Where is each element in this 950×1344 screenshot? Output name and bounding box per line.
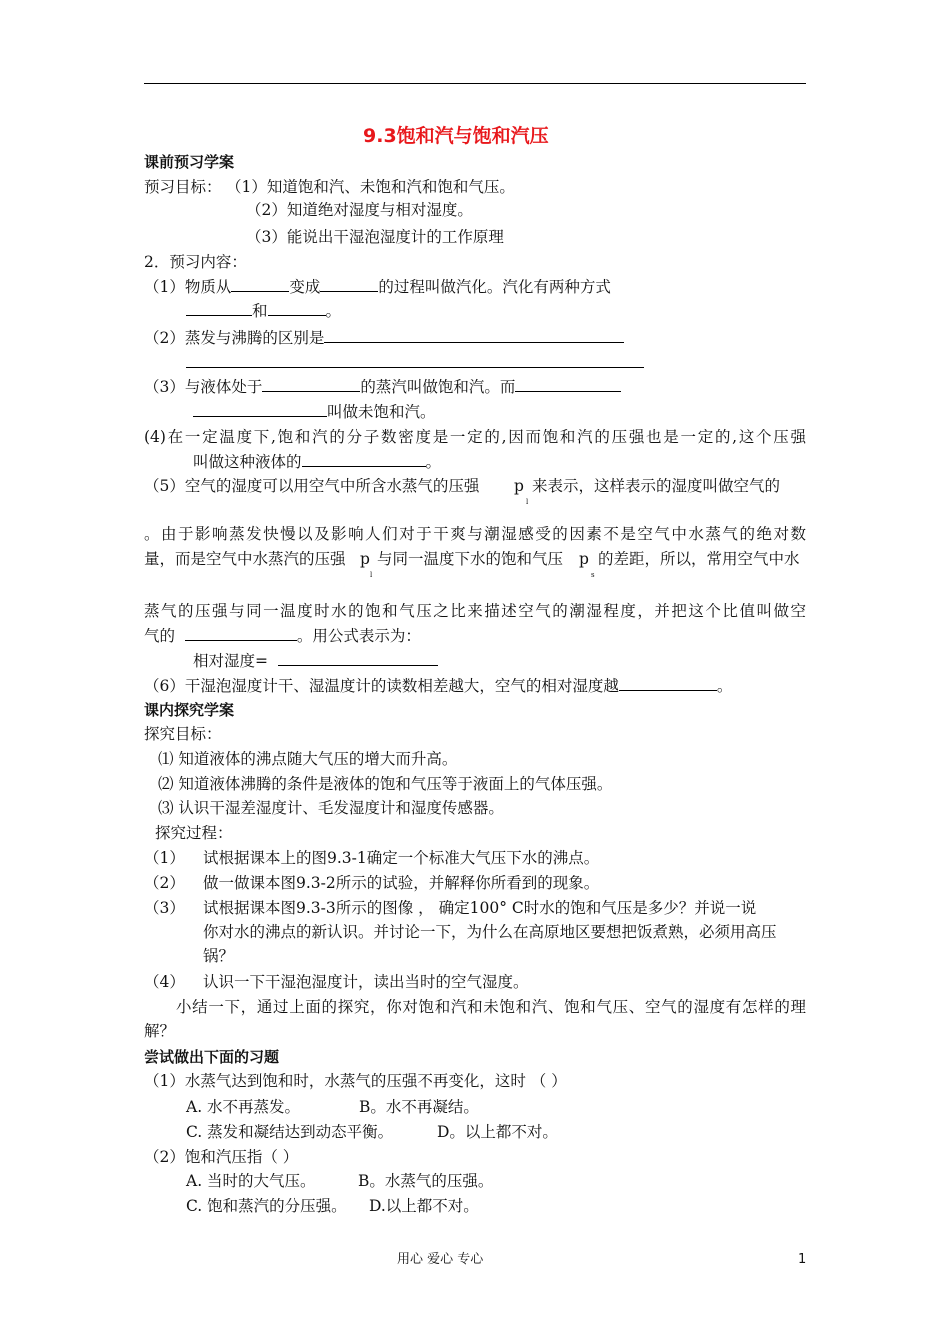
q5-text-e: 的差距，所以，常用空气中水 bbox=[598, 550, 800, 568]
process-3-line-1: 试根据课本图9.3-3所示的图像 ， 确定100° C时水的饱和气压是多少？并说一说 bbox=[203, 899, 757, 917]
q1-text-c: 的过程叫做汽化。汽化有两种方式 bbox=[378, 278, 611, 296]
exercise-1-option-a: A. 水不再蒸发。 bbox=[186, 1098, 301, 1116]
question-1-line-1 bbox=[144, 276, 611, 297]
q5-symbol-p: p bbox=[514, 477, 524, 495]
q1-blank-1[interactable] bbox=[231, 276, 289, 292]
q3-blank-1[interactable] bbox=[262, 376, 360, 392]
exercise-2-option-d: D.以上都不对。 bbox=[369, 1197, 479, 1215]
process-3-line-2: 你对水的沸点的新认识。并讨论一下，为什么在高原地区要想把饭煮熟，必须用高压 bbox=[203, 923, 777, 941]
q5-symbol-sub2: l bbox=[370, 571, 373, 579]
explore-goal-3: ⑶ 认识干湿差湿度计、毛发湿度计和湿度传感器。 bbox=[158, 799, 504, 817]
footer-text: 用心 爱心 专心 bbox=[397, 1252, 484, 1267]
explore-goal-2: ⑵ 知道液体沸腾的条件是液体的饱和气压等于液面上的气体压强。 bbox=[158, 775, 613, 793]
question-5-line-1 bbox=[144, 476, 479, 496]
q1-blank-2[interactable] bbox=[320, 276, 378, 292]
q5-text-f: 气的 bbox=[144, 627, 176, 645]
question-4-line-2 bbox=[193, 451, 441, 472]
q3-text-c: 叫做未饱和汽。 bbox=[327, 403, 436, 421]
process-3-num: （3） bbox=[144, 899, 185, 917]
page-number: 1 bbox=[798, 1252, 807, 1267]
q5-formula-label: 相对湿度= bbox=[193, 652, 268, 670]
q5-symbol-p3: p bbox=[579, 550, 589, 568]
goal-2: （2）知道绝对湿度与相对湿度。 bbox=[246, 201, 473, 219]
q5-blank-1[interactable] bbox=[185, 625, 297, 641]
process-4-num: （4） bbox=[144, 973, 185, 991]
section-heading-exercises: 尝试做出下面的习题 bbox=[144, 1048, 280, 1066]
exercise-1-option-b: B。水不再凝结。 bbox=[359, 1098, 479, 1116]
q4-blank[interactable] bbox=[302, 451, 426, 467]
process-1-num: （1） bbox=[144, 849, 185, 867]
q2-text: （2）蒸发与沸腾的区别是 bbox=[144, 329, 325, 347]
q5-text-a: （5）空气的湿度可以用空气中所含水蒸气的压强 bbox=[144, 477, 480, 495]
question-5-line-4: 蒸气的压强与同一温度时水的饱和气压之比来描述空气的潮湿程度，并把这个比值叫做空 bbox=[144, 602, 806, 620]
question-3-line-2 bbox=[193, 401, 436, 422]
process-2: 做一做课本图9.3-2所示的试验，并解释你所看到的现象。 bbox=[203, 874, 600, 892]
exercise-2: （2）饱和汽压指（ ） bbox=[144, 1148, 299, 1166]
question-5-line-6 bbox=[193, 650, 438, 671]
process-1: 试根据课本上的图9.3-1确定一个标准大气压下水的沸点。 bbox=[203, 849, 600, 867]
process-2-num: （2） bbox=[144, 874, 185, 892]
goal-prefix: 预习目标： bbox=[144, 178, 222, 196]
q6-text-a: （6）干湿泡湿度计干、湿温度计的读数相差越大，空气的相对湿度越 bbox=[144, 677, 619, 695]
section-heading-preview: 课前预习学案 bbox=[144, 153, 235, 171]
q2-blank-1[interactable] bbox=[324, 327, 624, 343]
goal-1: （1）知道饱和汽、未饱和汽和饱和气压。 bbox=[226, 178, 515, 196]
q6-text-b: 。 bbox=[716, 677, 733, 695]
exercise-2-option-a: A. 当时的大气压。 bbox=[186, 1172, 316, 1190]
exercise-1-option-d: D。以上都不对。 bbox=[437, 1123, 558, 1141]
question-4-line-1: (4)在一定温度下,饱和汽的分子数密度是一定的,因而饱和汽的压强也是一定的,这个压强 bbox=[144, 428, 806, 446]
exercise-2-option-c: C. 饱和蒸汽的分压强。 bbox=[186, 1197, 347, 1215]
q1-blank-3[interactable] bbox=[186, 300, 252, 316]
q5-formula-blank[interactable] bbox=[278, 650, 438, 666]
explore-goal-label: 探究目标： bbox=[144, 725, 222, 743]
summary-line-1: 小结一下，通过上面的探究，你对饱和汽和未饱和汽、饱和气压、空气的湿度有怎样的理 bbox=[176, 998, 806, 1016]
q4-text-a: 叫做这种液体的 bbox=[193, 453, 302, 471]
q5-text-g: 。用公式表示为： bbox=[296, 627, 421, 645]
process-4: 认识一下干湿泡湿度计，读出当时的空气湿度。 bbox=[203, 973, 529, 991]
goal-3: （3）能说出干湿泡湿度计的工作原理 bbox=[246, 228, 504, 246]
question-2-line-2 bbox=[186, 352, 644, 373]
q1-text-d: 和 bbox=[252, 302, 268, 320]
question-1-line-2 bbox=[186, 300, 341, 321]
q3-text-a: （3）与液体处于 bbox=[144, 378, 263, 396]
q5-symbol-p2: p bbox=[360, 550, 370, 568]
page-title: 9.3饱和汽与饱和汽压 bbox=[363, 125, 549, 147]
q5-text-d: 与同一温度下水的饱和气压 bbox=[377, 550, 564, 568]
q4-text-b: 。 bbox=[425, 453, 442, 471]
exercise-2-option-b: B。水蒸气的压强。 bbox=[358, 1172, 494, 1190]
question-3-line-1 bbox=[144, 376, 621, 397]
q5-symbol-sub3: s bbox=[591, 571, 595, 579]
explore-process-label: 探究过程： bbox=[155, 824, 233, 842]
process-3-line-3: 锅？ bbox=[203, 947, 235, 965]
q5-symbol-sub: l bbox=[526, 498, 529, 506]
exercise-1-option-c: C. 蒸发和凝结达到动态平衡。 bbox=[186, 1123, 394, 1141]
q3-blank-3[interactable] bbox=[193, 401, 327, 417]
section-heading-explore: 课内探究学案 bbox=[144, 701, 235, 719]
q2-blank-2[interactable] bbox=[186, 352, 644, 368]
header-rule bbox=[144, 83, 806, 84]
q5-text-c: 量，而是空气中水蒸汽的压强 bbox=[144, 550, 346, 568]
q1-text-a: （1）物质从 bbox=[144, 278, 232, 296]
content-heading: 2．预习内容： bbox=[144, 253, 247, 271]
question-5-line-5 bbox=[144, 625, 421, 646]
question-2-line-1 bbox=[144, 327, 624, 348]
q5-text-b: 来表示，这样表示的湿度叫做空气的 bbox=[532, 477, 781, 495]
explore-goal-1: ⑴ 知道液体的沸点随大气压的增大而升高。 bbox=[158, 750, 458, 768]
q3-text-b: 的蒸汽叫做饱和汽。而 bbox=[360, 378, 516, 396]
question-6 bbox=[144, 675, 732, 696]
q1-text-e: 。 bbox=[325, 302, 342, 320]
summary-line-2: 解？ bbox=[144, 1022, 176, 1040]
q1-text-b: 变成 bbox=[289, 278, 321, 296]
q3-blank-2[interactable] bbox=[515, 376, 621, 392]
question-5-line-2: 。由于影响蒸发快慢以及影响人们对于干爽与潮湿感受的因素不是空气中水蒸气的绝对数 bbox=[144, 525, 806, 543]
q6-blank[interactable] bbox=[619, 675, 717, 691]
q1-blank-4[interactable] bbox=[268, 300, 326, 316]
exercise-1: （1）水蒸气达到饱和时，水蒸气的压强不再变化，这时 （ ） bbox=[144, 1072, 567, 1090]
